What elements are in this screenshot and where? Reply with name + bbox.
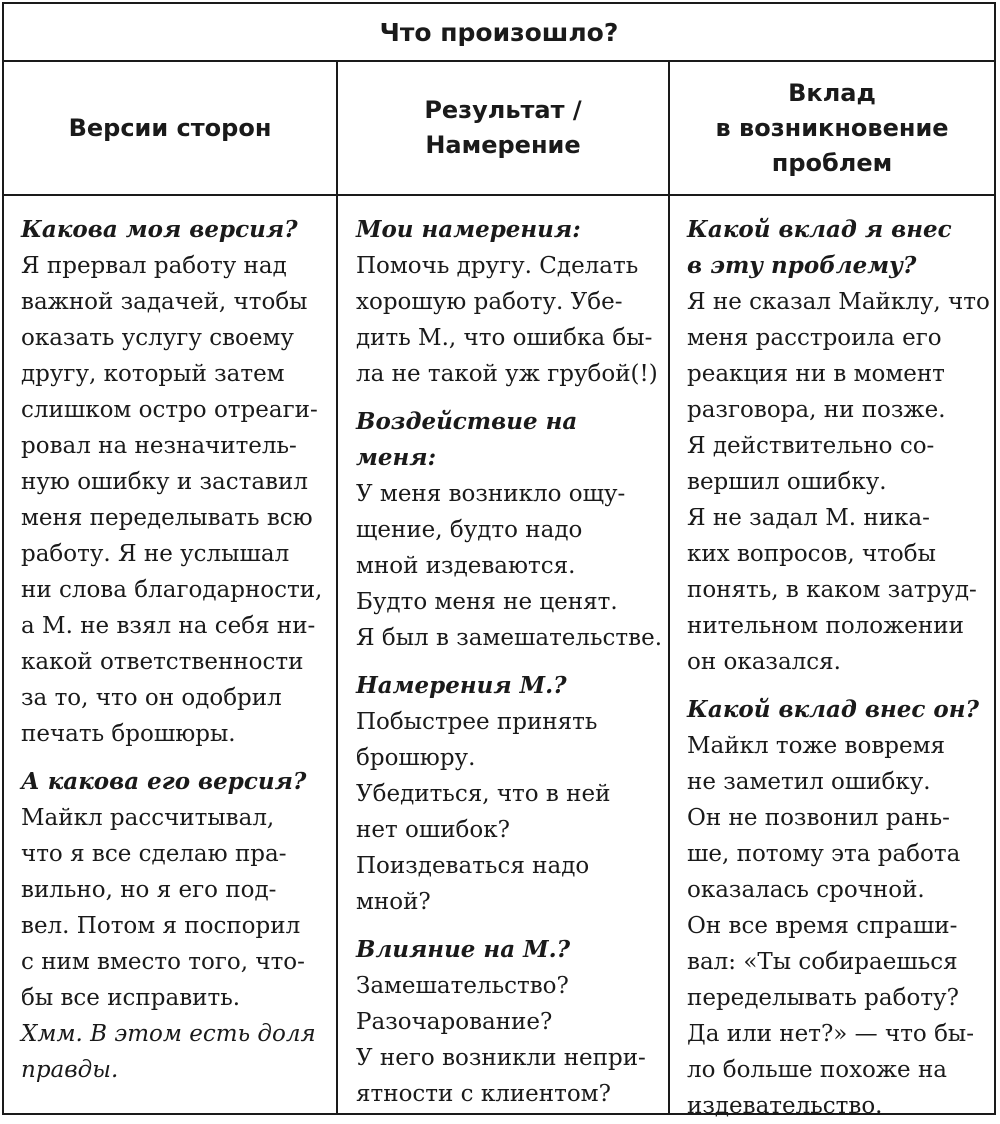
section-text-his-version xyxy=(21,800,322,1088)
table-title: Что произошло? xyxy=(4,4,994,62)
text-line: важной задачей, чтобы xyxy=(21,289,308,315)
text-line: мной издеваются. xyxy=(356,553,576,579)
section-text-impact-on-him xyxy=(356,968,656,1112)
heading-line: Какой вклад я внес xyxy=(687,216,952,243)
text-line: хорошую работу. Убе- xyxy=(356,289,623,315)
text-line: а М. не взял на себя ни- xyxy=(21,613,316,639)
cell-contribution xyxy=(670,198,994,1119)
text-line: Побыстрее принять xyxy=(356,709,598,735)
text-line: Убедиться, что в ней xyxy=(356,781,611,807)
cell-versions xyxy=(4,198,336,1113)
text-line: оказать услугу своему xyxy=(21,325,294,351)
section-text-my-contribution xyxy=(687,284,990,680)
section-heading-impact-on-me: Воздействие на меня: xyxy=(356,408,578,471)
text-line: Я действительно со- xyxy=(687,433,935,459)
text-line: переделывать работу? xyxy=(687,985,959,1011)
text-line: ни слова благодарности, xyxy=(21,577,323,603)
text-line: ше, потому эта работа xyxy=(687,841,961,867)
text-line: Я не сказал Майклу, что xyxy=(687,289,990,315)
text-line: разговора, ни позже. xyxy=(687,397,946,423)
text-line: ла не такой уж грубой(!) xyxy=(356,361,658,387)
italic-remark-line: правды. xyxy=(21,1057,119,1083)
text-line: Майкл тоже вовремя xyxy=(687,733,946,759)
text-line: за то, что он одобрил xyxy=(21,685,282,711)
text-line: мной? xyxy=(356,889,431,915)
text-line: вершил ошибку. xyxy=(687,469,887,495)
text-line: работу. Я не услышал xyxy=(21,541,290,567)
cell-result-intent xyxy=(338,198,670,1113)
section-text-impact-on-me xyxy=(356,476,663,656)
text-line: Майкл рассчитывал, xyxy=(21,805,275,831)
text-line: вел. Потом я поспорил xyxy=(21,913,301,939)
text-line: ятности с клиентом? xyxy=(356,1081,611,1107)
text-line: с ним вместо того, что- xyxy=(21,949,305,975)
text-line: Он все время спраши- xyxy=(687,913,958,939)
text-line: понять, в каком затруд- xyxy=(687,577,977,603)
section-heading-my-contribution xyxy=(687,212,980,284)
text-line: он оказался. xyxy=(687,649,841,675)
text-line: что я все сделаю пра- xyxy=(21,841,287,867)
text-line: Разочарование? xyxy=(356,1009,553,1035)
text-line: Я не задал М. ника- xyxy=(687,505,930,531)
section-text-his-intentions xyxy=(356,704,656,920)
section-heading-my-version: Какова моя версия? xyxy=(21,216,298,243)
section-text-his-contribution xyxy=(687,728,980,1124)
text-line: У него возникли непри- xyxy=(356,1045,646,1071)
text-line: дить М., что ошибка бы- xyxy=(356,325,653,351)
text-line: не заметил ошибку. xyxy=(687,769,931,795)
text-line: Он не позвонил рань- xyxy=(687,805,950,831)
text-line: ровал на незначитель- xyxy=(21,433,297,459)
italic-remark-line: Хмм. В этом есть доля xyxy=(21,1021,316,1047)
text-line: нет ошибок? xyxy=(356,817,510,843)
text-line: Да или нет?» — что бы- xyxy=(687,1021,975,1047)
section-text-my-version xyxy=(21,248,322,752)
text-line: бы все исправить. xyxy=(21,985,241,1011)
text-line: реакция ни в момент xyxy=(687,361,945,387)
header-row xyxy=(4,62,994,196)
text-line: оказалась срочной. xyxy=(687,877,925,903)
text-line: ную ошибку и заставил xyxy=(21,469,308,495)
text-line: вал: «Ты собираешься xyxy=(687,949,958,975)
text-line: Поиздеваться надо xyxy=(356,853,590,879)
column-header-versions: Версии сторон xyxy=(68,113,272,142)
text-line: Будто меня не ценят. xyxy=(356,589,618,615)
text-line: нительном положении xyxy=(687,613,964,639)
text-line: слишком остро отреаги- xyxy=(21,397,318,423)
text-line: меня расстроила его xyxy=(687,325,942,351)
text-line: печать брошюры. xyxy=(21,721,236,747)
section-heading-his-intentions: Намерения М.? xyxy=(356,672,567,699)
text-line: щение, будто надо xyxy=(356,517,583,543)
section-heading-my-intentions: Мои намерения: xyxy=(356,216,581,243)
column-header-result-intent: Результат / Намерение xyxy=(424,96,582,159)
text-line: Замешательство? xyxy=(356,973,569,999)
text-line: Помочь другу. Сделать xyxy=(356,253,639,279)
heading-line: в эту проблему? xyxy=(687,252,917,279)
text-line: меня переделывать всю xyxy=(21,505,313,531)
text-line: ло больше похоже на xyxy=(687,1057,948,1083)
section-heading-his-contribution: Какой вклад внес он? xyxy=(687,696,979,723)
text-line: Я был в замешательстве. xyxy=(356,625,663,651)
text-line: брошюру. xyxy=(356,745,476,771)
column-header-contribution: Вклад в возникновение проблем xyxy=(715,78,949,177)
section-heading-his-version: А какова его версия? xyxy=(21,768,307,795)
text-line: ких вопросов, чтобы xyxy=(687,541,936,567)
text-line: какой ответственности xyxy=(21,649,304,675)
section-heading-impact-on-him: Влияние на М.? xyxy=(356,936,571,963)
section-text-my-intentions xyxy=(356,248,656,392)
text-line: вильно, но я его под- xyxy=(21,877,277,903)
comparison-table xyxy=(2,2,996,1119)
text-line: Я прервал работу над xyxy=(21,253,287,279)
text-line: другу, который затем xyxy=(21,361,285,387)
text-line: издевательство. xyxy=(687,1093,883,1119)
text-line: У меня возникло ощу- xyxy=(356,481,626,507)
